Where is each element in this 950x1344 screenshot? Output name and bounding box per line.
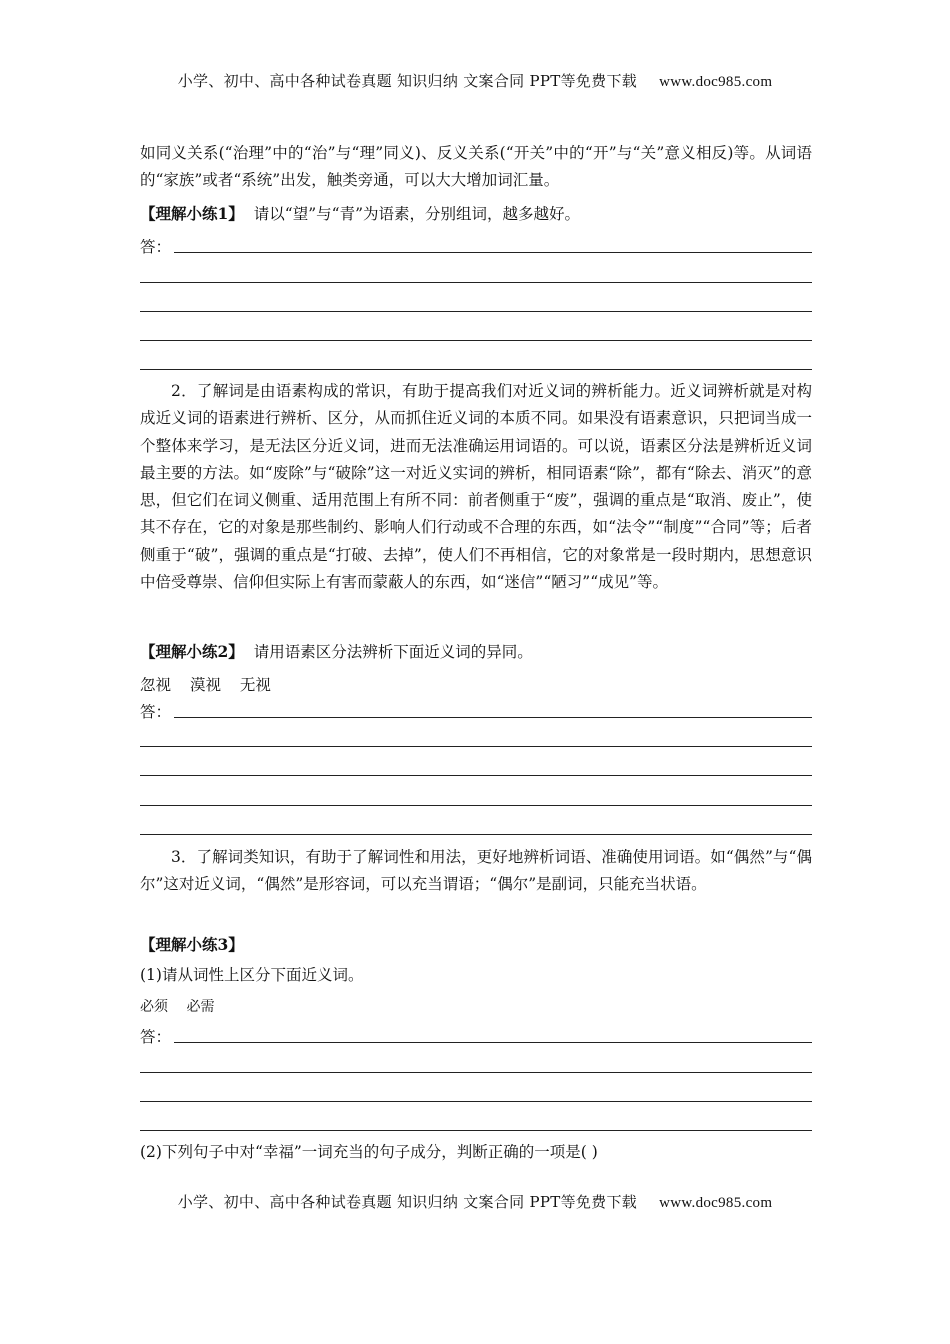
answer-line[interactable] bbox=[140, 746, 812, 747]
section2-paragraph: 2．了解词是由语素构成的常识，有助于提高我们对近义词的辨析能力。近义词辨析就是对构成近义词的语素进行辨析、区分，从而抓住近义词的本质不同。如果没有语素意识，只把词当成一个整体来学习，是无法区分近义词，进而无法准确运用词语的。可以说，语素区分法是辨析近义词最主要的方法。如“废除”与“破除”这一对近义实词的辨析，相同语素“除”，都有“除去、消灭”的意思，但它们在词义侧重、适用范围上有所不同：前者侧重于“废”，强调的重点是“取消、废止”，使其不存在，它的对象是那些制约、影响人们行动或不合理的东西，如“法令”“制度”“合同”等；后者侧重于“破”，强调的重点是“打破、去掉”，使人们不再相信，它的对象常是一段时期内，思想意识中倍受尊崇、信仰但实际上有害而蒙蔽人的东西，如“迷信”“陋习”“成见”等。 bbox=[140, 382, 812, 592]
word-item: 无视 bbox=[239, 676, 271, 694]
answer-line[interactable] bbox=[140, 282, 812, 283]
practice3-q1: (1)请从词性上区分下面近义词。 bbox=[140, 966, 364, 984]
practice1-label: 【理解小练1】 bbox=[140, 204, 244, 223]
answer-line[interactable] bbox=[140, 311, 812, 312]
header-url[interactable]: www.doc985.com bbox=[659, 74, 773, 90]
practice3-q2: (2)下列句子中对“幸福”一词充当的句子成分，判断正确的一项是( ) bbox=[140, 1143, 598, 1161]
practice2-answer-label: 答： bbox=[140, 703, 172, 721]
answer-line[interactable] bbox=[140, 1130, 812, 1131]
practice3-label: 【理解小练3】 bbox=[140, 935, 244, 954]
word-item: 忽视 bbox=[140, 676, 172, 694]
practice1-heading bbox=[140, 202, 580, 224]
section3-paragraph: 3．了解词类知识，有助于了解词性和用法，更好地辨析词语、准确使用词语。如“偶然”与“偶尔”这对近义词，“偶然”是形容词，可以充当谓语；“偶尔”是副词，只能充当状语。 bbox=[140, 848, 812, 894]
answer-line[interactable] bbox=[140, 834, 812, 835]
page-footer bbox=[0, 1191, 950, 1212]
word-item: 漠视 bbox=[189, 676, 221, 694]
practice1-answer-label: 答： bbox=[140, 238, 172, 256]
answer-line[interactable] bbox=[140, 1101, 812, 1102]
footer-text: 小学、初中、高中各种试卷真题 知识归纳 文案合同 PPT等免费下载 bbox=[177, 1193, 638, 1211]
answer-line[interactable] bbox=[140, 775, 812, 776]
answer-line[interactable] bbox=[174, 1042, 812, 1043]
answer-line[interactable] bbox=[140, 369, 812, 370]
practice2-question: 请用语素区分法辨析下面近义词的异同。 bbox=[253, 643, 533, 661]
intro-paragraph: 如同义关系(“治理”中的“治”与“理”同义)、反义关系(“开关”中的“开”与“关”意义相反)等。从词语的“家族”或者“系统”出发，触类旁通，可以大大增加词汇量。 bbox=[140, 144, 812, 190]
practice1-question: 请以“望”与“青”为语素，分别组词，越多越好。 bbox=[253, 205, 580, 223]
practice3-words bbox=[140, 996, 228, 1016]
practice2-label: 【理解小练2】 bbox=[140, 642, 244, 661]
answer-line[interactable] bbox=[140, 340, 812, 341]
footer-url[interactable]: www.doc985.com bbox=[659, 1195, 773, 1211]
page-header bbox=[0, 70, 950, 91]
header-text: 小学、初中、高中各种试卷真题 知识归纳 文案合同 PPT等免费下载 bbox=[177, 72, 638, 90]
answer-line[interactable] bbox=[140, 805, 812, 806]
answer-line[interactable] bbox=[174, 252, 812, 253]
practice2-heading bbox=[140, 640, 533, 662]
practice3-answer-label: 答： bbox=[140, 1028, 172, 1046]
answer-line[interactable] bbox=[174, 717, 812, 718]
answer-line[interactable] bbox=[140, 1072, 812, 1073]
word-item: 必需 bbox=[186, 999, 215, 1015]
practice3-heading bbox=[140, 933, 244, 955]
practice2-words bbox=[140, 673, 285, 695]
word-item: 必须 bbox=[140, 999, 168, 1015]
